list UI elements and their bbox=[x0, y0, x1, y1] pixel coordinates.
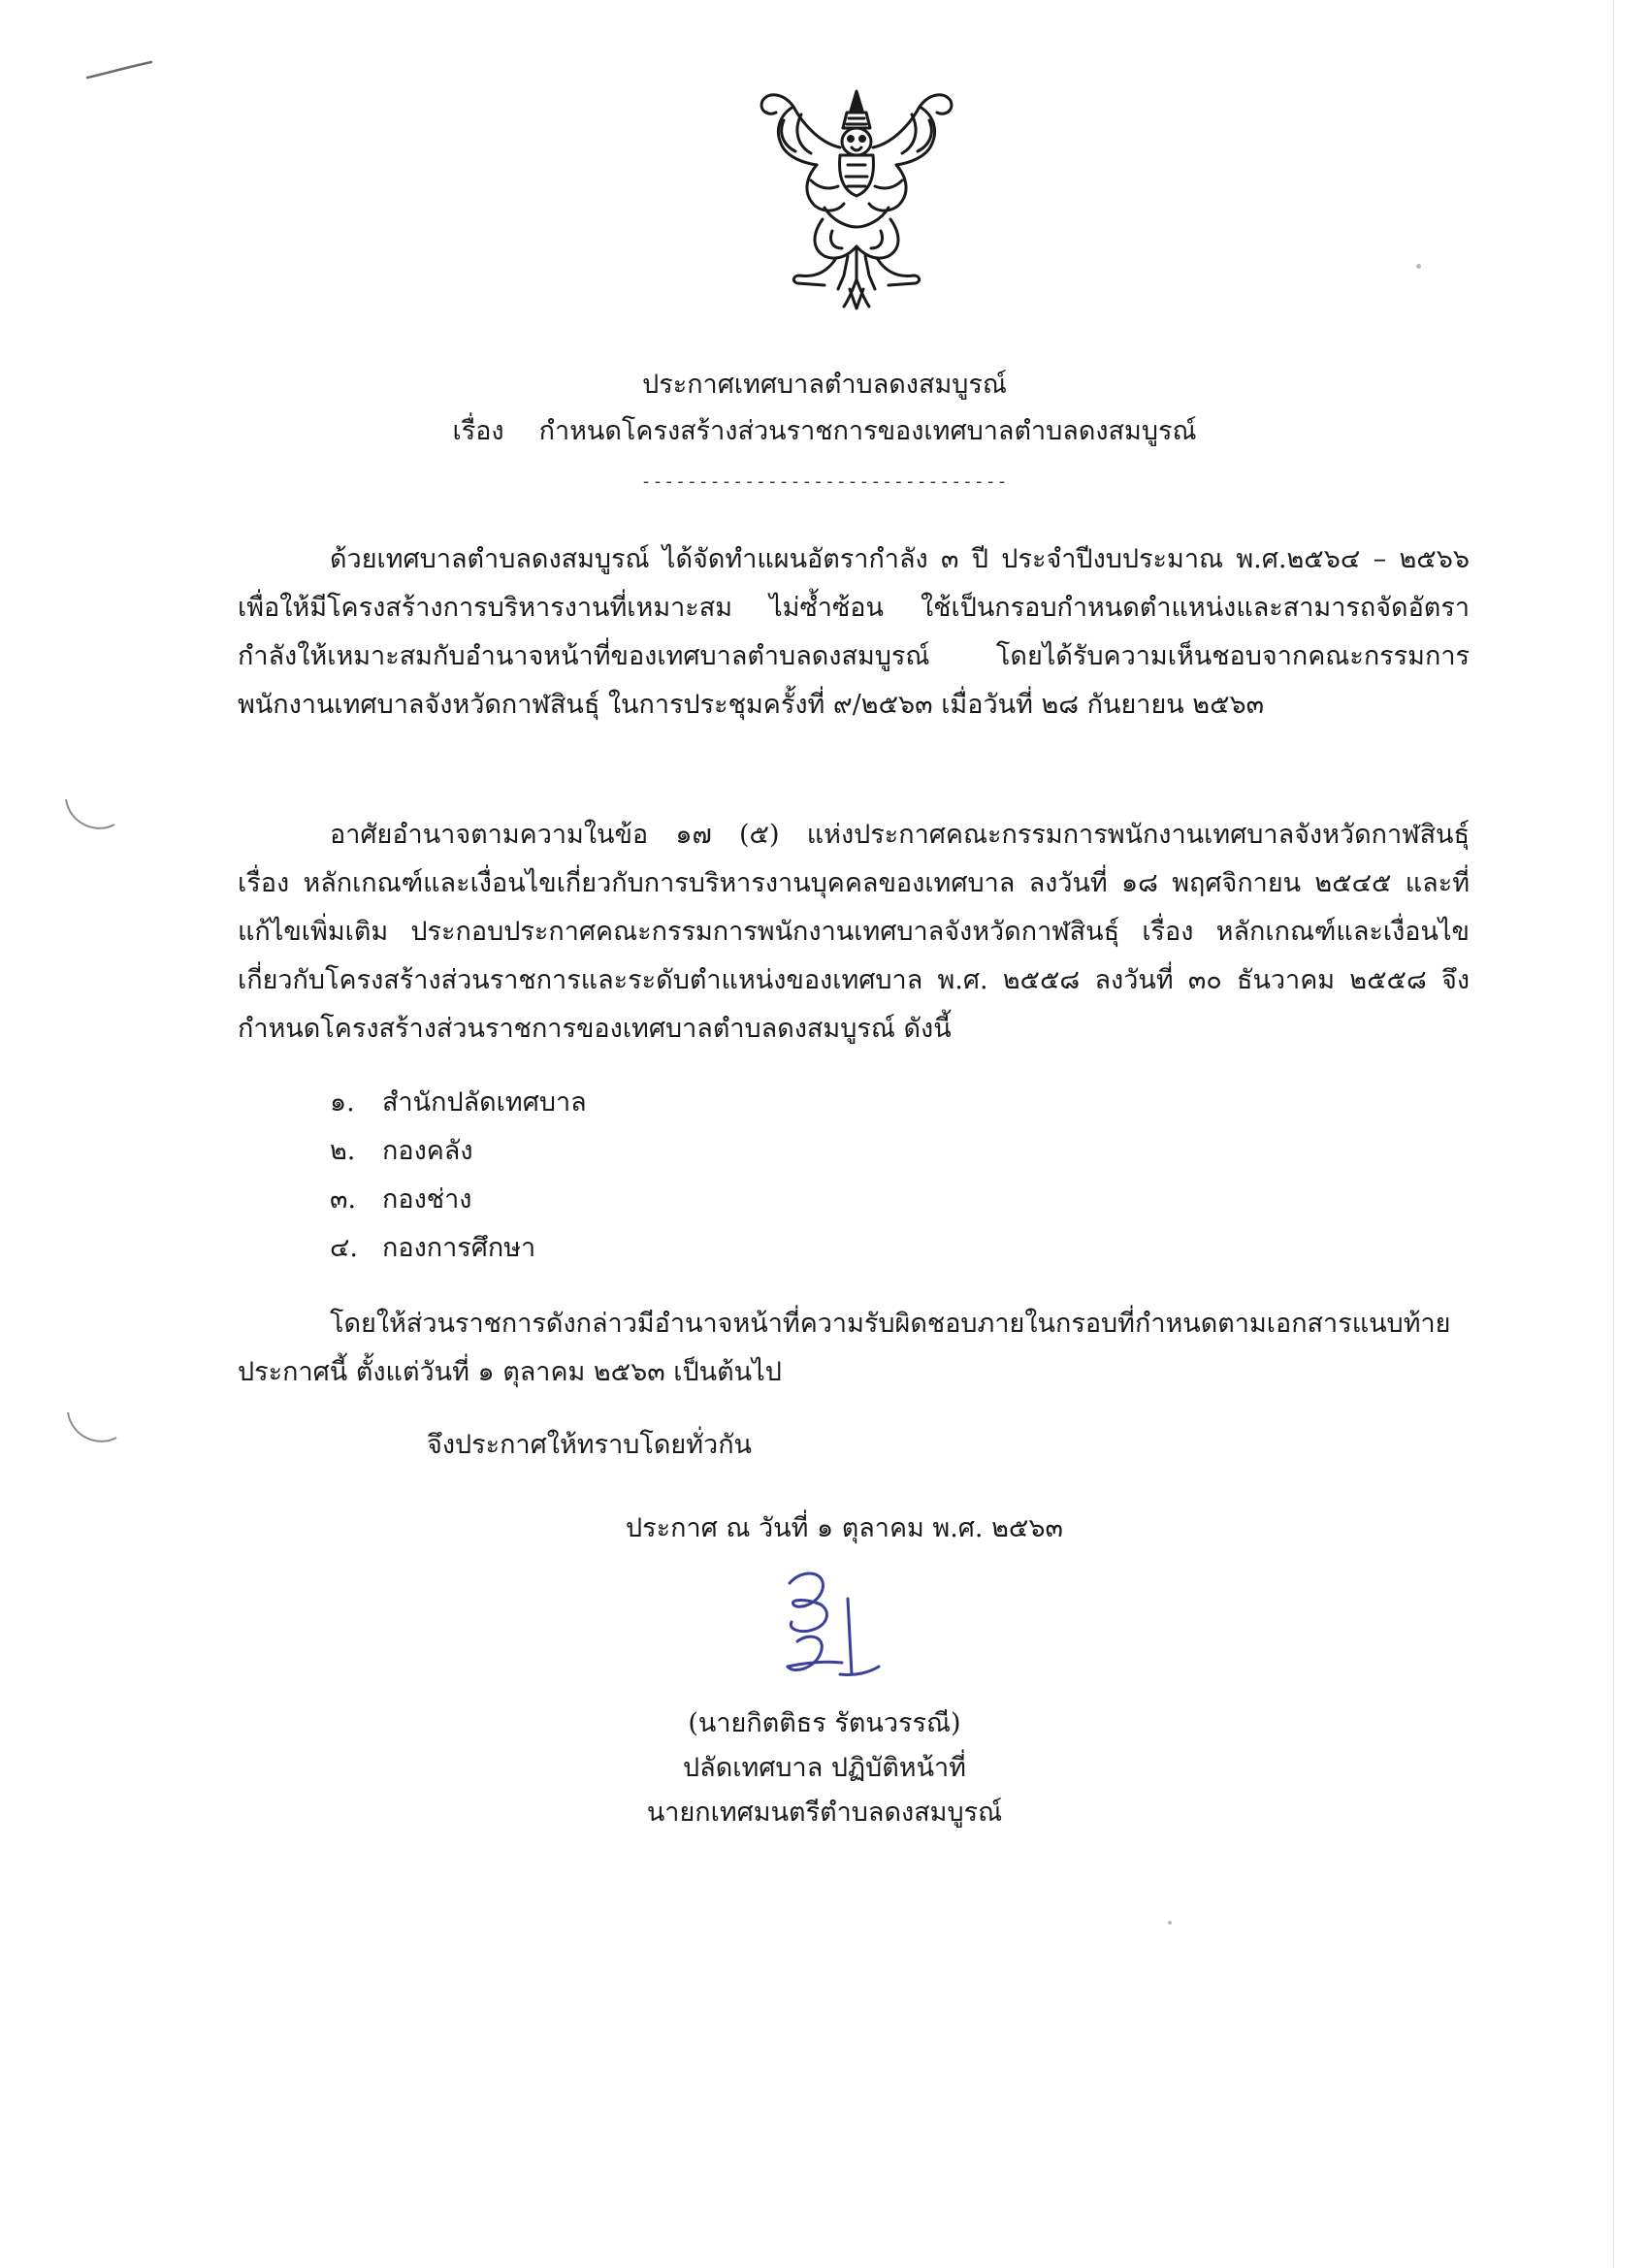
list-item-name: กองคลัง bbox=[382, 1136, 473, 1166]
list-item-number: ๑. bbox=[330, 1087, 355, 1118]
signer-block bbox=[601, 1701, 1048, 1835]
garuda-emblem-icon bbox=[755, 85, 958, 310]
unit-list bbox=[330, 1079, 587, 1273]
signer-position: ปลัดเทศบาล ปฏิบัติหน้าที่ bbox=[683, 1753, 966, 1783]
pen-mark-icon bbox=[85, 60, 153, 81]
punch-hole-mark-icon bbox=[62, 795, 116, 834]
punch-hole-mark-icon bbox=[64, 1409, 118, 1447]
dateline: ประกาศ ณ วันที่ ๑ ตุลาคม พ.ศ. ๒๕๖๓ bbox=[626, 1513, 1063, 1543]
paragraph-2: อาศัยอำนาจตามความในข้อ ๑๗ (๕) แห่งประกาศคณะกรรมการพนักงานเทศบาลจังหวัดกาฬสินธุ์ เรื่อง หลักเกณฑ์และเงื่อนไขเกี่ยวกับการบริหารงานบุคคลของเทศบาล ลงวันที่ ๑๘ พฤศจิกายน ๒๕๔๕ และที่แก้ไขเพิ่มเติม ประกอบประกาศคณะกรรมการพนักงานเทศบาลจังหวัดกาฬสินธุ์ เรื่อง หลักเกณฑ์และเงื่อนไขเกี่ยวกับโครงสร้างส่วนราชการและระดับตำแหน่งของเทศบาล พ.ศ. ๒๕๕๘ ลงวันที่ ๓๐ ธันวาคม ๒๕๕๘ จึงกำหนดโครงสร้างส่วนราชการของเทศบาลตำบลดงสมบูรณ์ ดังนี้ bbox=[238, 820, 1470, 1044]
list-item-number: ๓. bbox=[330, 1184, 357, 1215]
list-item bbox=[330, 1224, 587, 1273]
announcement-subject-line bbox=[0, 415, 1649, 448]
paragraph-1: ด้วยเทศบาลตำบลดงสมบูรณ์ ได้จัดทำแผนอัตรากำลัง ๓ ปี ประจำปีงบประมาณ พ.ศ.๒๕๖๔ – ๒๕๖๖ เพื่อให้มีโครงสร้างการบริหารงานที่เหมาะสม ไม่ซ้ำซ้อน ใช้เป็นกรอบกำหนดตำแหน่งและสามารถจัดอัตรากำลังให้เหมาะสมกับอำนาจหน้าที่ของเทศบาลตำบลดงสมบูรณ์ โดยได้รับความเห็นชอบจากคณะกรรมการพนักงานเทศบาลจังหวัดกาฬสินธุ์ ในการประชุมครั้งที่ ๙/๒๕๖๓ เมื่อวันที่ ๒๘ กันยายน ๒๕๖๓ bbox=[238, 544, 1470, 720]
list-item-name: กองการศึกษา bbox=[382, 1233, 536, 1263]
list-item-number: ๒. bbox=[330, 1136, 356, 1166]
signer-name: (นายกิตติธร รัตนวรรณี) bbox=[688, 1708, 961, 1738]
heading-divider: -------------------------------- bbox=[640, 471, 1009, 492]
scan-edge-line bbox=[1613, 0, 1614, 2268]
subject-text: กำหนดโครงสร้างส่วนราชการของเทศบาลตำบลดงสมบูรณ์ bbox=[538, 416, 1197, 446]
signer-acting-position: นายกเทศมนตรีตำบลดงสมบูรณ์ bbox=[646, 1798, 1003, 1828]
scan-speck bbox=[1416, 264, 1421, 269]
list-item-name: สำนักปลัดเทศบาล bbox=[382, 1087, 587, 1118]
scan-speck bbox=[1168, 1921, 1172, 1925]
list-item bbox=[330, 1127, 587, 1176]
announcement-title: ประกาศเทศบาลตำบลดงสมบูรณ์ bbox=[642, 370, 1007, 400]
list-item-number: ๔. bbox=[330, 1233, 359, 1263]
handwritten-signature-icon bbox=[759, 1566, 904, 1692]
subject-label: เรื่อง bbox=[452, 416, 504, 446]
paragraph-3: โดยให้ส่วนราชการดังกล่าวมีอำนาจหน้าที่ความรับผิดชอบภายในกรอบที่กำหนดตามเอกสารแนบท้ายประกาศนี้ ตั้งแต่วันที่ ๑ ตุลาคม ๒๕๖๓ เป็นต้นไป bbox=[238, 1309, 1451, 1387]
list-item-name: กองช่าง bbox=[382, 1184, 472, 1215]
list-item bbox=[330, 1079, 587, 1127]
list-item bbox=[330, 1176, 587, 1224]
closing-line: จึงประกาศให้ทราบโดยทั่วกัน bbox=[427, 1430, 752, 1460]
